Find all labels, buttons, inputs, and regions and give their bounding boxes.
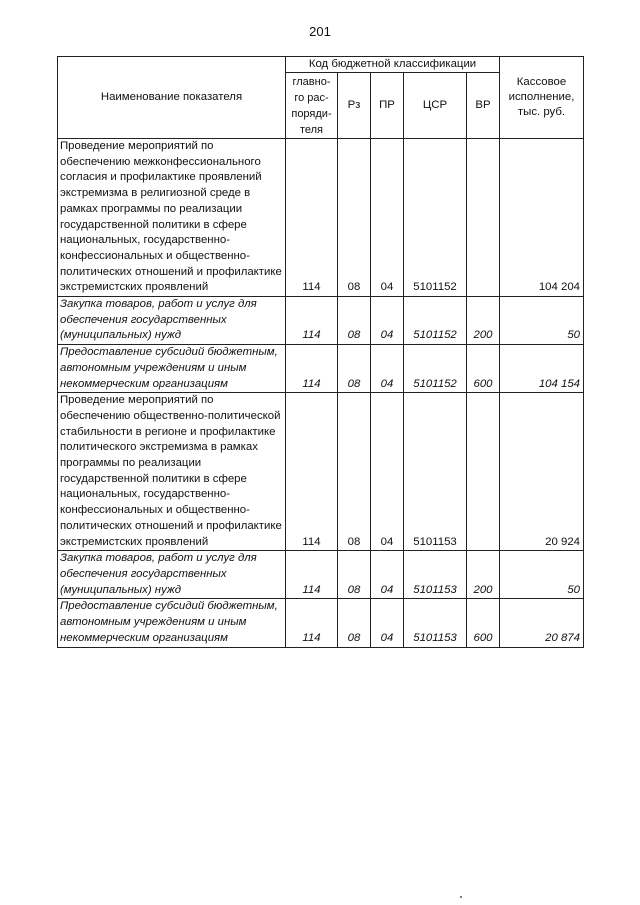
- header-code-group: Код бюджетной классификации: [286, 57, 500, 73]
- row-vr: [467, 139, 500, 297]
- row-pr: 04: [371, 297, 404, 345]
- scan-dot: [460, 896, 462, 898]
- row-vr: 600: [467, 599, 500, 647]
- row-name: Проведение мероприятий по обеспечению межконфессионального согласия и профилактике проявлений экстремизма в религиозной среде в рамках программы по реализации государственной политики в сфере национальных, государственно-конфессиональных и общественно-политических отношений и профилактике экстремистских проявлений: [58, 139, 286, 297]
- row-amount: 50: [500, 297, 584, 345]
- row-csr: 5101152: [404, 345, 467, 393]
- row-rz: 08: [338, 297, 371, 345]
- table-row: [58, 599, 584, 647]
- row-amount: 20 924: [500, 393, 584, 551]
- row-name: Закупка товаров, работ и услуг для обеспечения государственных (муниципальных) нужд: [58, 297, 286, 345]
- header-name: Наименование показателя: [58, 57, 286, 139]
- header-csr: ЦСР: [404, 73, 467, 139]
- row-rz: 08: [338, 345, 371, 393]
- row-glavn: 114: [286, 599, 338, 647]
- row-amount: 50: [500, 551, 584, 599]
- row-name: Предоставление субсидий бюджетным, автономным учреждениям и иным некоммерческим организациям: [58, 599, 286, 647]
- header-kassa: Кассовое исполнение, тыс. руб.: [500, 57, 584, 139]
- row-pr: 04: [371, 139, 404, 297]
- table-row: [58, 297, 584, 345]
- row-csr: 5101153: [404, 599, 467, 647]
- row-name: Проведение мероприятий по обеспечению общественно-политической стабильности в регионе и профилактике политического экстремизма в рамках программы по реализации государственной политики в сфере национальных, государственно-конфессиональных и общественно-политических отношений и профилактике экстремистских проявлений: [58, 393, 286, 551]
- row-glavn: 114: [286, 551, 338, 599]
- table-row: [58, 139, 584, 297]
- page-number: 201: [309, 24, 331, 39]
- row-amount: 104 204: [500, 139, 584, 297]
- row-rz: 08: [338, 551, 371, 599]
- row-glavn: 114: [286, 345, 338, 393]
- row-glavn: 114: [286, 139, 338, 297]
- row-csr: 5101152: [404, 139, 467, 297]
- row-glavn: 114: [286, 297, 338, 345]
- row-csr: 5101153: [404, 393, 467, 551]
- row-vr: 200: [467, 297, 500, 345]
- row-vr: 600: [467, 345, 500, 393]
- table-body: [58, 139, 584, 648]
- row-name: Закупка товаров, работ и услуг для обеспечения государственных (муниципальных) нужд: [58, 551, 286, 599]
- row-vr: [467, 393, 500, 551]
- row-pr: 04: [371, 551, 404, 599]
- table-row: [58, 551, 584, 599]
- table-row: [58, 345, 584, 393]
- row-csr: 5101152: [404, 297, 467, 345]
- row-pr: 04: [371, 393, 404, 551]
- row-rz: 08: [338, 599, 371, 647]
- header-glavn: главно-го рас-поряди-теля: [286, 73, 338, 139]
- header-rz: Рз: [338, 73, 371, 139]
- budget-table: [57, 56, 584, 648]
- row-pr: 04: [371, 345, 404, 393]
- row-amount: 20 874: [500, 599, 584, 647]
- row-csr: 5101153: [404, 551, 467, 599]
- row-glavn: 114: [286, 393, 338, 551]
- row-pr: 04: [371, 599, 404, 647]
- row-name: Предоставление субсидий бюджетным, автономным учреждениям и иным некоммерческим организациям: [58, 345, 286, 393]
- row-amount: 104 154: [500, 345, 584, 393]
- table-row: [58, 393, 584, 551]
- row-rz: 08: [338, 139, 371, 297]
- header-pr: ПР: [371, 73, 404, 139]
- row-vr: 200: [467, 551, 500, 599]
- header-vr: ВР: [467, 73, 500, 139]
- row-rz: 08: [338, 393, 371, 551]
